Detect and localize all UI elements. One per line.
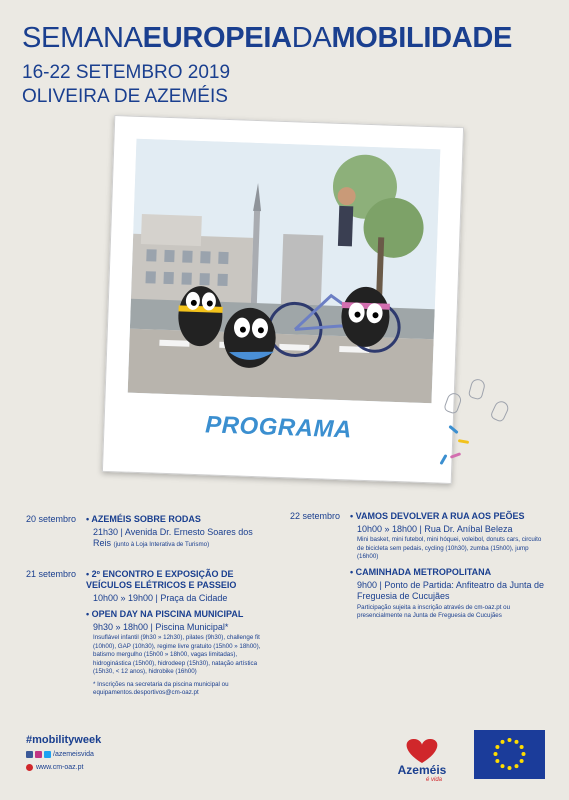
event-city: OLIVEIRA DE AZEMÉIS — [22, 86, 228, 107]
program-caption: PROGRAMA — [204, 411, 353, 444]
website-url[interactable]: www.cm-oaz.pt — [36, 764, 84, 771]
footprint-icon — [468, 378, 487, 401]
day1-event-time: 21h30 | Avenida Dr. Ernesto Soares dos Reis — [93, 527, 253, 548]
social-handle[interactable]: /azemeisvida — [53, 751, 94, 758]
title-part-europeia: EUROPEIA — [142, 22, 292, 54]
logo-name: Azeméis — [397, 763, 447, 777]
title-part-semana: SEMANA — [22, 22, 143, 54]
heart-icon — [392, 735, 452, 765]
street-photo — [128, 139, 441, 403]
day2-event2-activities: Insuflável infantil (9h30 » 12h30), pilates (9h30), challenge fit (10h00), GAP (10h30), regime livre gratuito (15h00 » 18h00), batismo mergulho (15h00 » 18h00, vagas limitadas), hidroginástica (15h00), hidrodeep (15h30), natação artística (15h30, < 12 anos), hidrobike (16h00) — [93, 634, 261, 675]
logo-tagline: é vida — [426, 777, 443, 783]
azemeis-logo — [392, 735, 452, 787]
footprint-icon — [489, 399, 510, 423]
day2-event2-title: • OPEN DAY NA PISCINA MUNICIPAL — [86, 609, 272, 620]
polaroid-frame — [102, 115, 464, 484]
facebook-icon[interactable] — [26, 751, 33, 758]
website-link[interactable] — [26, 764, 83, 771]
day2-date: 21 setembro — [26, 569, 77, 579]
day3-event1-title: • VAMOS DEVOLVER A RUA AOS PEÕES — [350, 511, 546, 522]
day3-event1-time: 10h00 » 18h00 | Rua Dr. Aníbal Beleza — [357, 524, 513, 534]
page-title — [22, 22, 512, 55]
day2-event1-title: • 2º ENCONTRO E EXPOSIÇÃO DE VEÍCULOS ELÉTRICOS E PASSEIO — [86, 569, 272, 591]
globe-icon — [26, 764, 33, 771]
day2-event2-footnote: * Inscrições na secretaria da piscina municipal ou equipamentos.desportivos@cm-oaz.pt — [93, 680, 229, 696]
eu-stars-icon — [474, 730, 545, 779]
day2-event2-time: 9h30 » 18h00 | Piscina Municipal* — [93, 622, 229, 632]
day2-block — [86, 569, 272, 698]
day1-block — [86, 514, 272, 550]
social-links[interactable] — [26, 751, 94, 758]
day3-event2-note: Participação sujeita a inscrição através de cm-oaz.pt ou presencialmente na Junta de Freguesia de Cucujães — [357, 603, 511, 619]
eu-flag — [474, 730, 545, 779]
title-part-da: DA — [291, 22, 332, 54]
spark-icon — [458, 439, 469, 444]
day3-event1-activities: Mini basket, mini futebol, mini hóquei, voleibol, donuts cars, circuito de bicicleta sem pedais, cycling (10h30), zumba (15h00), jump (16h00) — [357, 536, 542, 560]
twitter-icon[interactable] — [44, 751, 51, 758]
event-dates: 16-22 SETEMBRO 2019 — [22, 62, 231, 83]
instagram-icon[interactable] — [35, 751, 42, 758]
day3-event2-time: 9h00 | Ponto de Partida: Anfiteatro da Junta de Freguesia de Cucujães — [357, 579, 544, 601]
day1-event-title: • AZEMÉIS SOBRE RODAS — [86, 514, 272, 525]
day1-date: 20 setembro — [26, 514, 77, 524]
title-part-mobilidade: MOBILIDADE — [331, 22, 513, 54]
day3-date: 22 setembro — [290, 511, 341, 521]
day3-block — [350, 511, 546, 621]
day1-event-note: (junto à Loja Interativa de Turismo) — [113, 541, 210, 548]
street-illustration — [128, 139, 441, 403]
day3-event2-title: • CAMINHADA METROPOLITANA — [350, 567, 546, 578]
day2-event1-time: 10h00 » 19h00 | Praça da Cidade — [93, 593, 228, 603]
hashtag: #mobilityweek — [26, 734, 102, 746]
